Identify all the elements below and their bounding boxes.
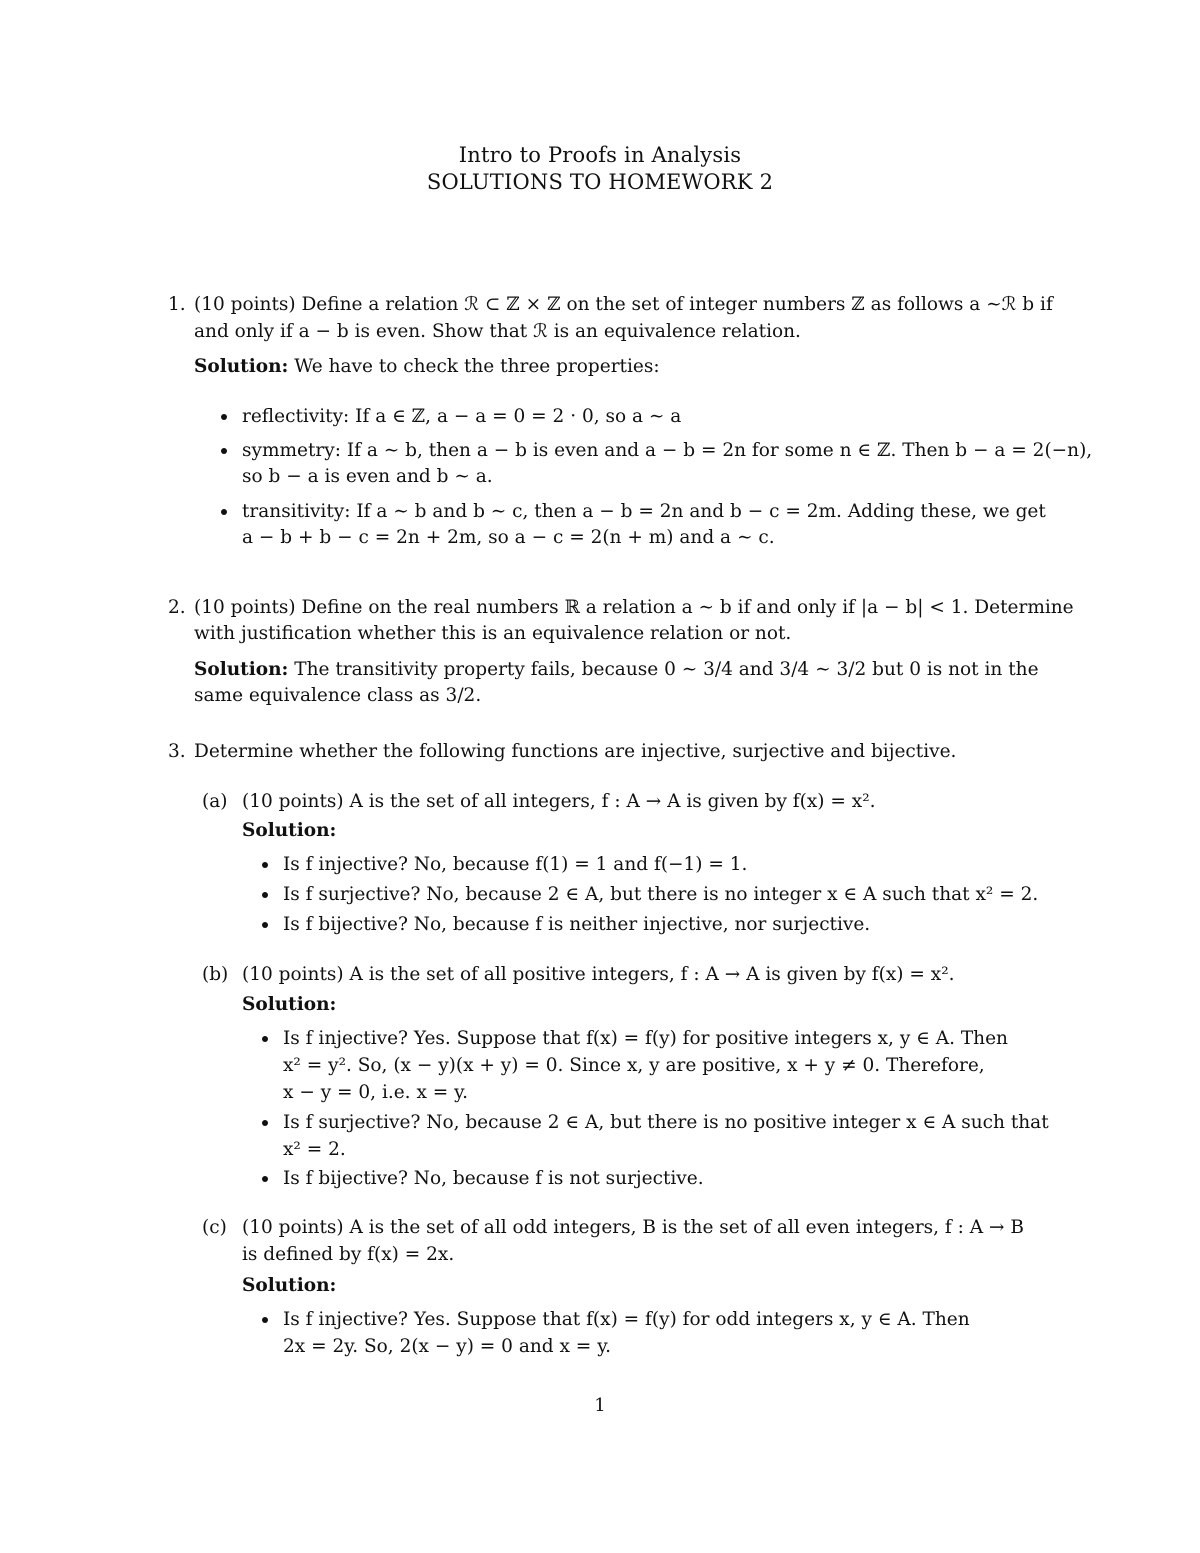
part-a-solution-label: Solution:: [242, 820, 337, 841]
problem-2-text-line-1: (10 points) Define on the real numbers ℝ a relation a ∼ b if and only if |a − b| < 1. Determine: [194, 597, 1074, 618]
part-b-solution-label: Solution:: [242, 994, 337, 1015]
part-b-bullet-3: Is f bijective? No, because f is not surjective.: [283, 1168, 704, 1189]
bullet-transitivity-line-2: a − b + b − c = 2n + 2m, so a − c = 2(n + m) and a ∼ c.: [242, 527, 775, 548]
part-c-text-line-1: (10 points) A is the set of all odd integers, B is the set of all even integers, f : A → B: [242, 1217, 1024, 1238]
page-number: 1: [594, 1395, 606, 1416]
part-c-solution-label: Solution:: [242, 1275, 337, 1296]
part-b-bullet-1-line-3: x − y = 0, i.e. x = y.: [283, 1082, 469, 1103]
part-b-bullet-1-line-1: Is f injective? Yes. Suppose that f(x) = f(y) for positive integers x, y ∈ A. Then: [283, 1028, 1008, 1049]
bullet: [262, 1317, 268, 1323]
problem-3-intro: Determine whether the following functions are injective, surjective and bijective.: [194, 741, 957, 762]
part-b-bullet-2-line-2: x² = 2.: [283, 1139, 346, 1160]
page-title: SOLUTIONS TO HOMEWORK 2: [426, 170, 774, 194]
part-a-bullet-1: Is f injective? No, because f(1) = 1 and f(−1) = 1.: [283, 854, 748, 875]
problem-2-text-line-2: with justification whether this is an equivalence relation or not.: [194, 623, 792, 644]
solution-text: We have to check the three properties:: [294, 356, 660, 377]
bullet: [262, 922, 268, 928]
part-c-text-line-2: is defined by f(x) = 2x.: [242, 1244, 455, 1265]
problem-1-solution: [194, 355, 660, 379]
part-a-bullet-2: Is f surjective? No, because 2 ∈ A, but there is no integer x ∈ A such that x² = 2.: [283, 884, 1039, 905]
part-a-label: (a): [202, 791, 228, 812]
solution-label: Solution:: [194, 356, 289, 377]
problem-2-solution-line-1: [194, 658, 1039, 682]
problem-3-number: 3.: [168, 741, 186, 762]
problem-1-number: 1.: [168, 294, 186, 315]
problem-1-text-line-2: and only if a − b is even. Show that ℛ is an equivalence relation.: [194, 321, 801, 342]
part-c-label: (c): [202, 1217, 227, 1238]
course-title: Intro to Proofs in Analysis: [458, 143, 742, 167]
problem-2-number: 2.: [168, 597, 186, 618]
bullet: [262, 1120, 268, 1126]
part-b-bullet-2-line-1: Is f surjective? No, because 2 ∈ A, but there is no positive integer x ∈ A such that: [283, 1112, 1049, 1133]
bullet: [262, 1036, 268, 1042]
part-a-text: (10 points) A is the set of all integers, f : A → A is given by f(x) = x².: [242, 791, 876, 812]
bullet: [221, 448, 227, 454]
bullet: [221, 509, 227, 515]
solution-text: The transitivity property fails, because 0 ∼ 3/4 and 3/4 ∼ 3/2 but 0 is not in the: [294, 659, 1039, 680]
bullet: [262, 892, 268, 898]
part-b-bullet-1-line-2: x² = y². So, (x − y)(x + y) = 0. Since x, y are positive, x + y ≠ 0. Therefore,: [283, 1055, 985, 1076]
part-b-text: (10 points) A is the set of all positive integers, f : A → A is given by f(x) = x².: [242, 964, 955, 985]
part-c-bullet-1-line-2: 2x = 2y. So, 2(x − y) = 0 and x = y.: [283, 1336, 612, 1357]
bullet: [262, 862, 268, 868]
bullet-symmetry-line-2: so b − a is even and b ∼ a.: [242, 466, 493, 487]
bullet-symmetry-line-1: symmetry: If a ∼ b, then a − b is even and a − b = 2n for some n ∈ ℤ. Then b − a = 2(−n),: [242, 440, 1093, 461]
solution-label: Solution:: [194, 659, 289, 680]
part-a-bullet-3: Is f bijective? No, because f is neither injective, nor surjective.: [283, 914, 871, 935]
bullet: [262, 1176, 268, 1182]
part-c-bullet-1-line-1: Is f injective? Yes. Suppose that f(x) = f(y) for odd integers x, y ∈ A. Then: [283, 1309, 970, 1330]
part-b-label: (b): [202, 964, 229, 985]
problem-1-text-line-1: (10 points) Define a relation ℛ ⊂ ℤ × ℤ on the set of integer numbers ℤ as follows a ∼ℛ b if: [194, 294, 1053, 315]
bullet: [221, 414, 227, 420]
problem-2-solution-line-2: same equivalence class as 3/2.: [194, 685, 482, 706]
bullet-reflectivity: reflectivity: If a ∈ ℤ, a − a = 0 = 2 · 0, so a ∼ a: [242, 406, 682, 427]
bullet-transitivity-line-1: transitivity: If a ∼ b and b ∼ c, then a − b = 2n and b − c = 2m. Adding these, we get: [242, 501, 1046, 522]
